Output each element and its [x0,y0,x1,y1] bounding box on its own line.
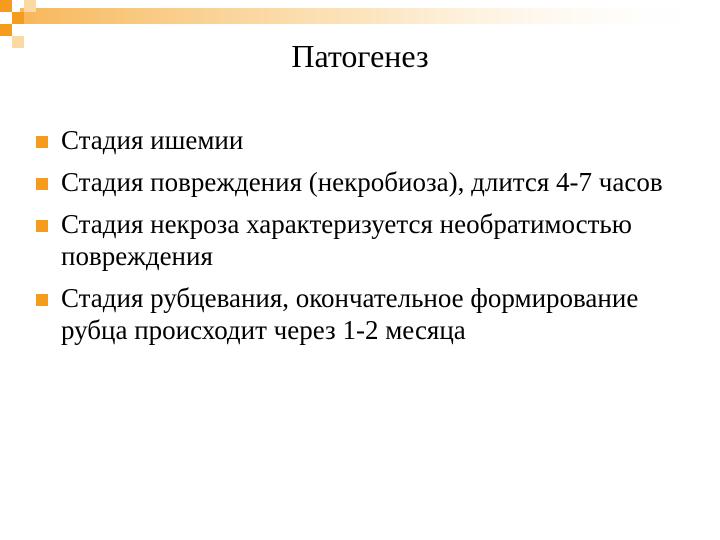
list-item [36,208,696,272]
bullet-text: Стадия некроза характеризуется необратимостью повреждения [61,209,632,271]
decor-square-2 [12,12,24,24]
decor-square-1 [0,0,12,12]
bullet-text: Стадия повреждения (некробиоза), длится 4-7 часов [61,167,663,197]
list-item [36,124,696,156]
bullet-list [36,124,696,356]
square-bullet-icon [36,294,48,306]
bullet-text: Стадия рубцевания, окончательное формирование рубца происходит через 1-2 месяца [61,283,639,345]
square-bullet-icon [36,220,48,232]
slide-title: Патогенез [291,38,429,74]
decor-square-3 [0,24,12,36]
bullet-text: Стадия ишемии [61,125,244,155]
square-bullet-icon [36,136,48,148]
decor-square-5 [24,0,36,12]
decor-top-bar [20,8,720,24]
square-bullet-icon [36,178,48,190]
list-item [36,166,696,198]
list-item [36,282,696,346]
